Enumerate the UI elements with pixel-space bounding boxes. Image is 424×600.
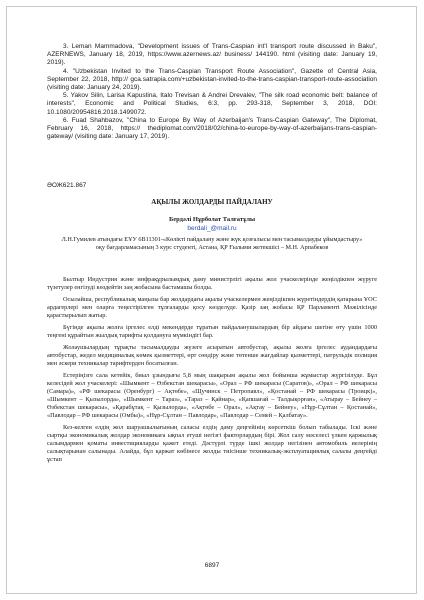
author-email[interactable]: berdali_@mail.ru — [187, 225, 237, 232]
body-paragraph: Кез-келген елдің жол шаруашылығының саласы елдің даму деңгейінің көрсеткіш болып табылады. Іскі және сыртқы экономикалық жолдар экономикаға ықпал етуші негізгі факторлардың бірі. Жол салу мәселесі үлкен қаржылық салымдармен қоматы инвестицияларды қажет етеді. Дәстүрлі түрде ішкі жолдар негізінен автомобиль иелерінің салықтарынан салынады. Алайда, бұл қаржат көбінесе жолды тиісінше техникалық-эксплуатациялық салалы деңгейді ұстап — [47, 424, 377, 463]
page-number: 6897 — [204, 562, 220, 569]
reference-item: 3. Leman Mammadova, "Development issues of Trans-Caspian int'l transport route discussed in Baku", AZERNEWS, January 18, 2019, https://www.azernews.az/ business/ 144190. html (visiting date: January 19, 2019). — [47, 43, 377, 67]
references-list — [47, 43, 377, 141]
body-paragraph: Осылайша, республикалық маңызы бар жолдардағы ақылы учаскелермен жеңілдікпен жүретіндердің қатарына ҰОС ардагерлері мен оларға теңестірілген тұлғаларды қосу көзделуде. Қазір заң жобасы ҚР Парламенті Мәжілісінде қарастырылып жатыр. — [47, 296, 377, 319]
article-title: АҚЫЛЫ ЖОЛДАРДЫ ПАЙДАЛАНУ — [151, 198, 273, 206]
udc-code: ӘОЖ621.867 — [47, 182, 87, 189]
reference-item: 5. Yakov Silin, Larisa Kapustina, Italo Trevisan & Andrei Drevalev, "The silk road economic belt: balance of interests", Economic and Political Studies, 6:3, pp. 293-318, September 3, 2018, DOI: 10.1080/20954816.2018.1499072. — [47, 92, 377, 116]
body-paragraph: Бүгінде ақылы жолға іргелес елді мекендерде тұратын пайдаланушылардың бір айдағы шегіне өту үшін 1000 теңгені құрайтын жылдық тарифты қолдануға мүмкіндігі бар. — [47, 324, 377, 339]
article-body — [47, 276, 377, 468]
body-paragraph: Былтыр Индустрия және инфрақұрылымдық даму министрлігі ақылы жол учаскелерінде жеңілдікпен жүруге түзетулер енгізуді көздейтін заң жобасына бастамашы болды. — [47, 276, 377, 291]
reference-item: 4. "Uzbekistan Invited to the Trans-Caspian Transport Route Association", Gazette of Central Asia, September 22, 2018, http:// gca.satrapia.com/+uzbekistan-invited-to-the-trans-caspian-transport-route-association (visiting date: January 24, 2019). — [47, 67, 377, 92]
author-affiliation: Л.Н.Гумилев атындағы ЕҰУ 6В11301-«Көлікті пайдалану және жүк қозғалысы мен тасымалдауды ұйымдастыру» оқу бағдарламасының 3 курс студенті, Астана, ҚР Ғылыми жетекшісі – М.Н. Арпабеков — [61, 236, 363, 251]
author-name: Бердәлі Нұрболат Талғатұлы — [168, 216, 256, 223]
body-paragraph: Естеріңізге сала кетейік, биыл ұзындығы 5,8 мың шақырым ақылы жол бойынша жұмыстар жүргізілуде. Бұл келесідей жол учаскелері: «Шымкент – Өзбекстан шекарасы», «Орал – РФ шекарасы (Саратов)», «Орал – РФ шекарасы (Самара)», «РФ шекарасы (Оренбург) – Ақтөбе», «Щучинск – Петропавл», «Қостанай – РФ шекарасы (Троицк)», «Шымкент – Қызылорда», «Шымкент – Тараз», «Тараз – Қайнар», «Қапшағай – Талдықорған», «Атырау – Бейнеу – Өзбекстан шекарасы», «Қарабұтақ – Қызылорда», «Ақтөбе – Орал», «Ақтау – Бейнеу», «Нұр-Сұлтан – Қостанай», «Павлодар – РФ шекарасы (Омбы)», «Нұр-Сұлтан – Павлодар», «Павлодар – Семей – Қалбатау». — [47, 372, 377, 419]
body-paragraph: Жолаушылардың тұрақты тасымалдауды жүзеге асыратын автобустар, ақылы жолға іргелес аудандардағы автобустар, жедел медициналық көмек қызметтері, өрт сөндіру және төтенше жағдайлар қызметтері, патрульдік полиция мен әскери техникалар тарифтерден босатылған. — [47, 344, 377, 367]
reference-item: 6. Fuad Shahbazov, "China to Europe By Way of Azerbaijan's Trans-Caspian Gateway", The Diplomat, February 16, 2018, https:// thediplomat.com/2018/02/china-to-europe-by-way-of-azerbaijans-trans-caspian-gateway/ (visiting date: January 17, 2019). — [47, 116, 377, 141]
